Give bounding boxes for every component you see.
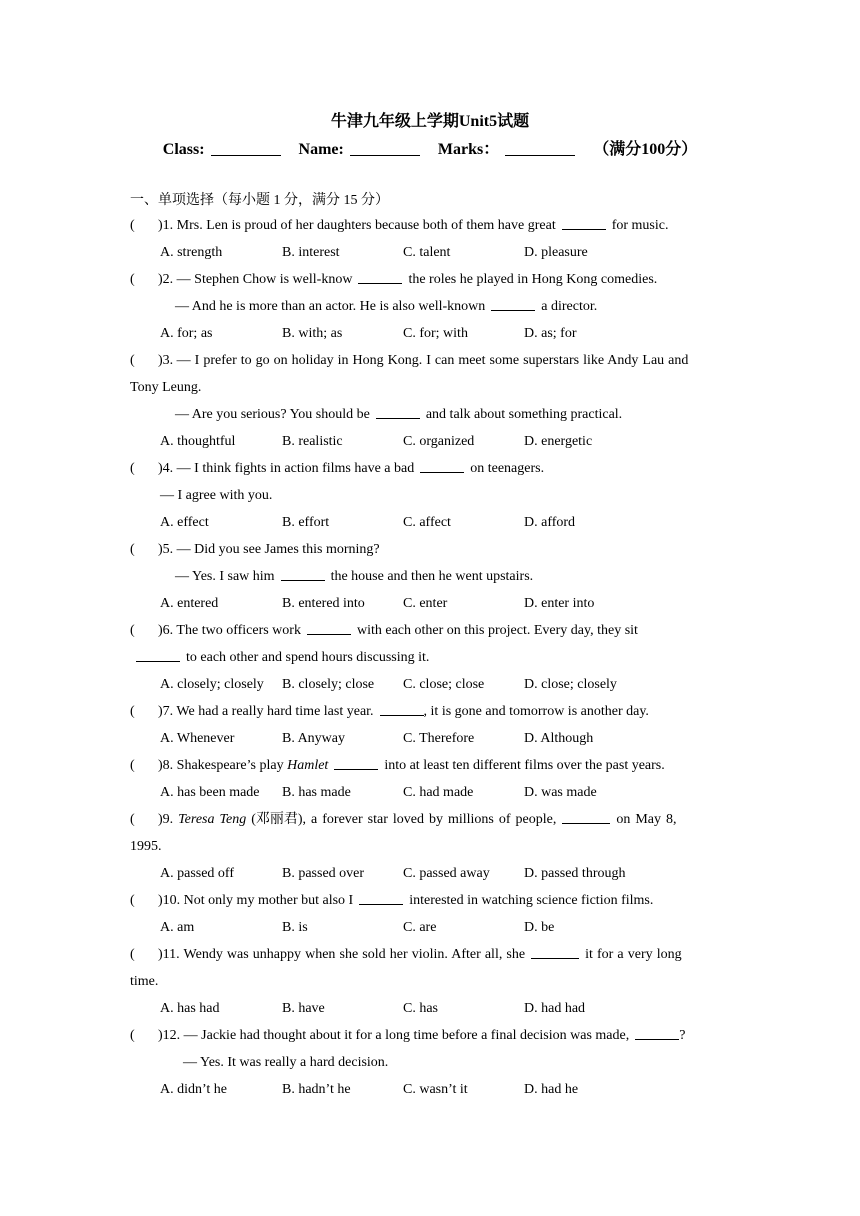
question-2 xyxy=(130,266,730,293)
option-b[interactable]: B. passed over xyxy=(282,866,365,881)
option-a[interactable]: A. closely; closely xyxy=(160,677,264,692)
answer-blank xyxy=(281,566,325,581)
answer-paren[interactable]: ( xyxy=(130,272,135,287)
answer-blank xyxy=(531,944,579,959)
reply-text-end: the house and then he went upstairs. xyxy=(330,569,534,584)
answer-paren[interactable]: ( xyxy=(130,353,135,368)
option-b[interactable]: B. has made xyxy=(282,785,351,800)
answer-blank xyxy=(420,458,464,473)
question-text-continued: to each other and spend hours discussing it. xyxy=(186,650,430,665)
option-d[interactable]: D. pleasure xyxy=(524,245,588,260)
option-b[interactable]: B. realistic xyxy=(282,434,343,449)
answer-blank xyxy=(359,890,403,905)
option-c[interactable]: C. for; with xyxy=(403,326,468,341)
question-1 xyxy=(130,212,730,239)
class-blank[interactable] xyxy=(211,139,281,156)
option-c[interactable]: C. Therefore xyxy=(403,731,475,746)
question-number: )10. xyxy=(158,893,181,908)
question-text: — Jackie had thought about it for a long time before a final decision was made, xyxy=(183,1028,630,1043)
question-text: Not only my mother but also I xyxy=(183,893,354,908)
question-number: )9. xyxy=(158,812,174,827)
question-2-reply xyxy=(175,293,597,320)
option-b[interactable]: B. Anyway xyxy=(282,731,345,746)
question-10 xyxy=(130,887,730,914)
option-a[interactable]: A. Whenever xyxy=(160,731,235,746)
answer-paren[interactable]: ( xyxy=(130,542,135,557)
answer-paren[interactable]: ( xyxy=(130,623,135,638)
option-c[interactable]: C. close; close xyxy=(403,677,485,692)
play-title: Hamlet xyxy=(287,758,329,773)
question-number: )2. xyxy=(158,272,174,287)
option-a[interactable]: A. thoughtful xyxy=(160,434,236,449)
answer-blank xyxy=(380,701,424,716)
question-9 xyxy=(130,806,730,833)
question-text: We had a really hard time last year. xyxy=(176,704,374,719)
question-text: Mrs. Len is proud of her daughters because both of them have great xyxy=(176,218,556,233)
option-c[interactable]: C. enter xyxy=(403,596,448,611)
option-c[interactable]: C. talent xyxy=(403,245,451,260)
answer-paren[interactable]: ( xyxy=(130,704,135,719)
reply-text: — Are you serious? You should be xyxy=(175,407,370,422)
answer-paren[interactable]: ( xyxy=(130,812,135,827)
option-c[interactable]: C. had made xyxy=(403,785,474,800)
option-d[interactable]: D. close; closely xyxy=(524,677,617,692)
option-a[interactable]: A. didn’t he xyxy=(160,1082,228,1097)
question-8 xyxy=(130,752,730,779)
question-text-end: on May 8, xyxy=(616,812,677,827)
option-a[interactable]: A. entered xyxy=(160,596,219,611)
question-5 xyxy=(130,536,730,563)
option-d[interactable]: D. energetic xyxy=(524,434,593,449)
marks-blank[interactable] xyxy=(505,139,575,156)
option-d[interactable]: D. afford xyxy=(524,515,576,530)
answer-paren[interactable]: ( xyxy=(130,461,135,476)
option-d[interactable]: D. enter into xyxy=(524,596,595,611)
option-c[interactable]: C. organized xyxy=(403,434,475,449)
option-a[interactable]: A. effect xyxy=(160,515,209,530)
option-c[interactable]: C. wasn’t it xyxy=(403,1082,468,1097)
answer-paren[interactable]: ( xyxy=(130,758,135,773)
question-12-reply: — Yes. It was really a hard decision. xyxy=(183,1055,389,1070)
option-d[interactable]: D. as; for xyxy=(524,326,577,341)
student-info-header xyxy=(0,136,860,159)
answer-paren[interactable]: ( xyxy=(130,218,135,233)
reply-text: — Yes. I saw him xyxy=(175,569,275,584)
question-9-continued: 1995. xyxy=(130,839,162,854)
option-d[interactable]: D. had he xyxy=(524,1082,579,1097)
question-text-end: it for a very long xyxy=(585,947,682,962)
option-a[interactable]: A. has been made xyxy=(160,785,260,800)
answer-blank xyxy=(307,620,351,635)
question-text-end: interested in watching science fiction films. xyxy=(409,893,654,908)
answer-paren[interactable]: ( xyxy=(130,947,135,962)
option-c[interactable]: C. passed away xyxy=(403,866,490,881)
question-number: )6. xyxy=(158,623,174,638)
question-3 xyxy=(130,347,730,374)
question-number: )12. xyxy=(158,1028,181,1043)
reply-text: — And he is more than an actor. He is also well-known xyxy=(175,299,486,314)
option-a[interactable]: A. for; as xyxy=(160,326,213,341)
option-d[interactable]: D. be xyxy=(524,920,555,935)
question-12 xyxy=(130,1022,730,1049)
question-text: — I prefer to go on holiday in Hong Kong. I can meet some superstars like Andy Lau and xyxy=(176,353,689,368)
section-title: 一、单项选择（每小题 1 分，满分 15 分） xyxy=(130,193,389,208)
question-number: )1. xyxy=(158,218,174,233)
question-11-continued: time. xyxy=(130,974,159,989)
option-b[interactable]: B. is xyxy=(282,920,308,935)
option-a[interactable]: A. passed off xyxy=(160,866,235,881)
answer-blank xyxy=(562,215,606,230)
question-7 xyxy=(130,698,730,725)
question-text-end: the roles he played in Hong Kong comedies. xyxy=(408,272,658,287)
option-b[interactable]: B. effort xyxy=(282,515,330,530)
question-text-end: into at least ten different films over the past years. xyxy=(384,758,665,773)
question-number: )5. xyxy=(158,542,174,557)
option-a[interactable]: A. strength xyxy=(160,245,223,260)
option-b[interactable]: B. with; as xyxy=(282,326,343,341)
question-number: )11. xyxy=(158,947,180,962)
question-text: Shakespeare’s play xyxy=(176,758,284,773)
question-text-end: , it is gone and tomorrow is another day. xyxy=(423,704,649,719)
question-text: The two officers work xyxy=(176,623,301,638)
question-text-end: ? xyxy=(679,1028,686,1043)
question-number: )7. xyxy=(158,704,174,719)
option-d[interactable]: D. was made xyxy=(524,785,597,800)
option-c[interactable]: C. has xyxy=(403,1001,438,1016)
option-d[interactable]: D. Although xyxy=(524,731,594,746)
answer-paren[interactable]: ( xyxy=(130,893,135,908)
reply-text: — I agree with you. xyxy=(160,488,273,503)
answer-blank xyxy=(562,809,610,824)
option-d[interactable]: D. had had xyxy=(524,1001,586,1016)
question-3-continued: Tony Leung. xyxy=(130,380,202,395)
question-text: — Stephen Chow is well-know xyxy=(176,272,353,287)
question-6 xyxy=(130,617,730,644)
total-score: （满分100分） xyxy=(593,141,698,158)
option-b[interactable]: B. interest xyxy=(282,245,340,260)
option-b[interactable]: B. entered into xyxy=(282,596,365,611)
question-number: )3. xyxy=(158,353,174,368)
marks-label: Marks： xyxy=(437,141,500,158)
option-a[interactable]: A. am xyxy=(160,920,195,935)
option-b[interactable]: B. hadn’t he xyxy=(282,1082,351,1097)
question-text: (邓丽君), a forever star loved by millions of people, xyxy=(251,812,557,827)
answer-blank xyxy=(334,755,378,770)
answer-blank xyxy=(635,1025,679,1040)
question-text-end: for music. xyxy=(611,218,669,233)
question-text: Wendy was unhappy when she sold her violin. After all, she xyxy=(183,947,526,962)
answer-blank xyxy=(491,296,535,311)
option-a[interactable]: A. has had xyxy=(160,1001,220,1016)
person-name: Teresa Teng xyxy=(178,812,247,827)
answer-blank xyxy=(358,269,402,284)
option-b[interactable]: B. have xyxy=(282,1001,325,1016)
option-c[interactable]: C. affect xyxy=(403,515,451,530)
class-label: Class: xyxy=(162,141,205,158)
question-4 xyxy=(130,455,730,482)
reply-text-end: and talk about something practical. xyxy=(425,407,623,422)
question-number: )8. xyxy=(158,758,174,773)
page-title: 牛津九年级上学期Unit5试题 xyxy=(330,113,530,130)
question-11 xyxy=(130,941,730,968)
question-6-continued xyxy=(130,644,730,671)
answer-paren[interactable]: ( xyxy=(130,1028,135,1043)
option-d[interactable]: D. passed through xyxy=(524,866,626,881)
name-label: Name: xyxy=(298,141,344,158)
answer-blank xyxy=(376,404,420,419)
question-number: )4. xyxy=(158,461,174,476)
question-text: — I think fights in action films have a bad xyxy=(176,461,415,476)
question-5-reply xyxy=(175,563,533,590)
option-b[interactable]: B. closely; close xyxy=(282,677,375,692)
question-text-end: with each other on this project. Every day, they sit xyxy=(356,623,638,638)
option-c[interactable]: C. are xyxy=(403,920,437,935)
answer-blank xyxy=(136,647,180,662)
name-blank[interactable] xyxy=(350,139,420,156)
question-3-reply xyxy=(175,401,622,428)
question-text-end: on teenagers. xyxy=(470,461,545,476)
question-text: — Did you see James this morning? xyxy=(176,542,380,557)
reply-text-end: a director. xyxy=(541,299,598,314)
